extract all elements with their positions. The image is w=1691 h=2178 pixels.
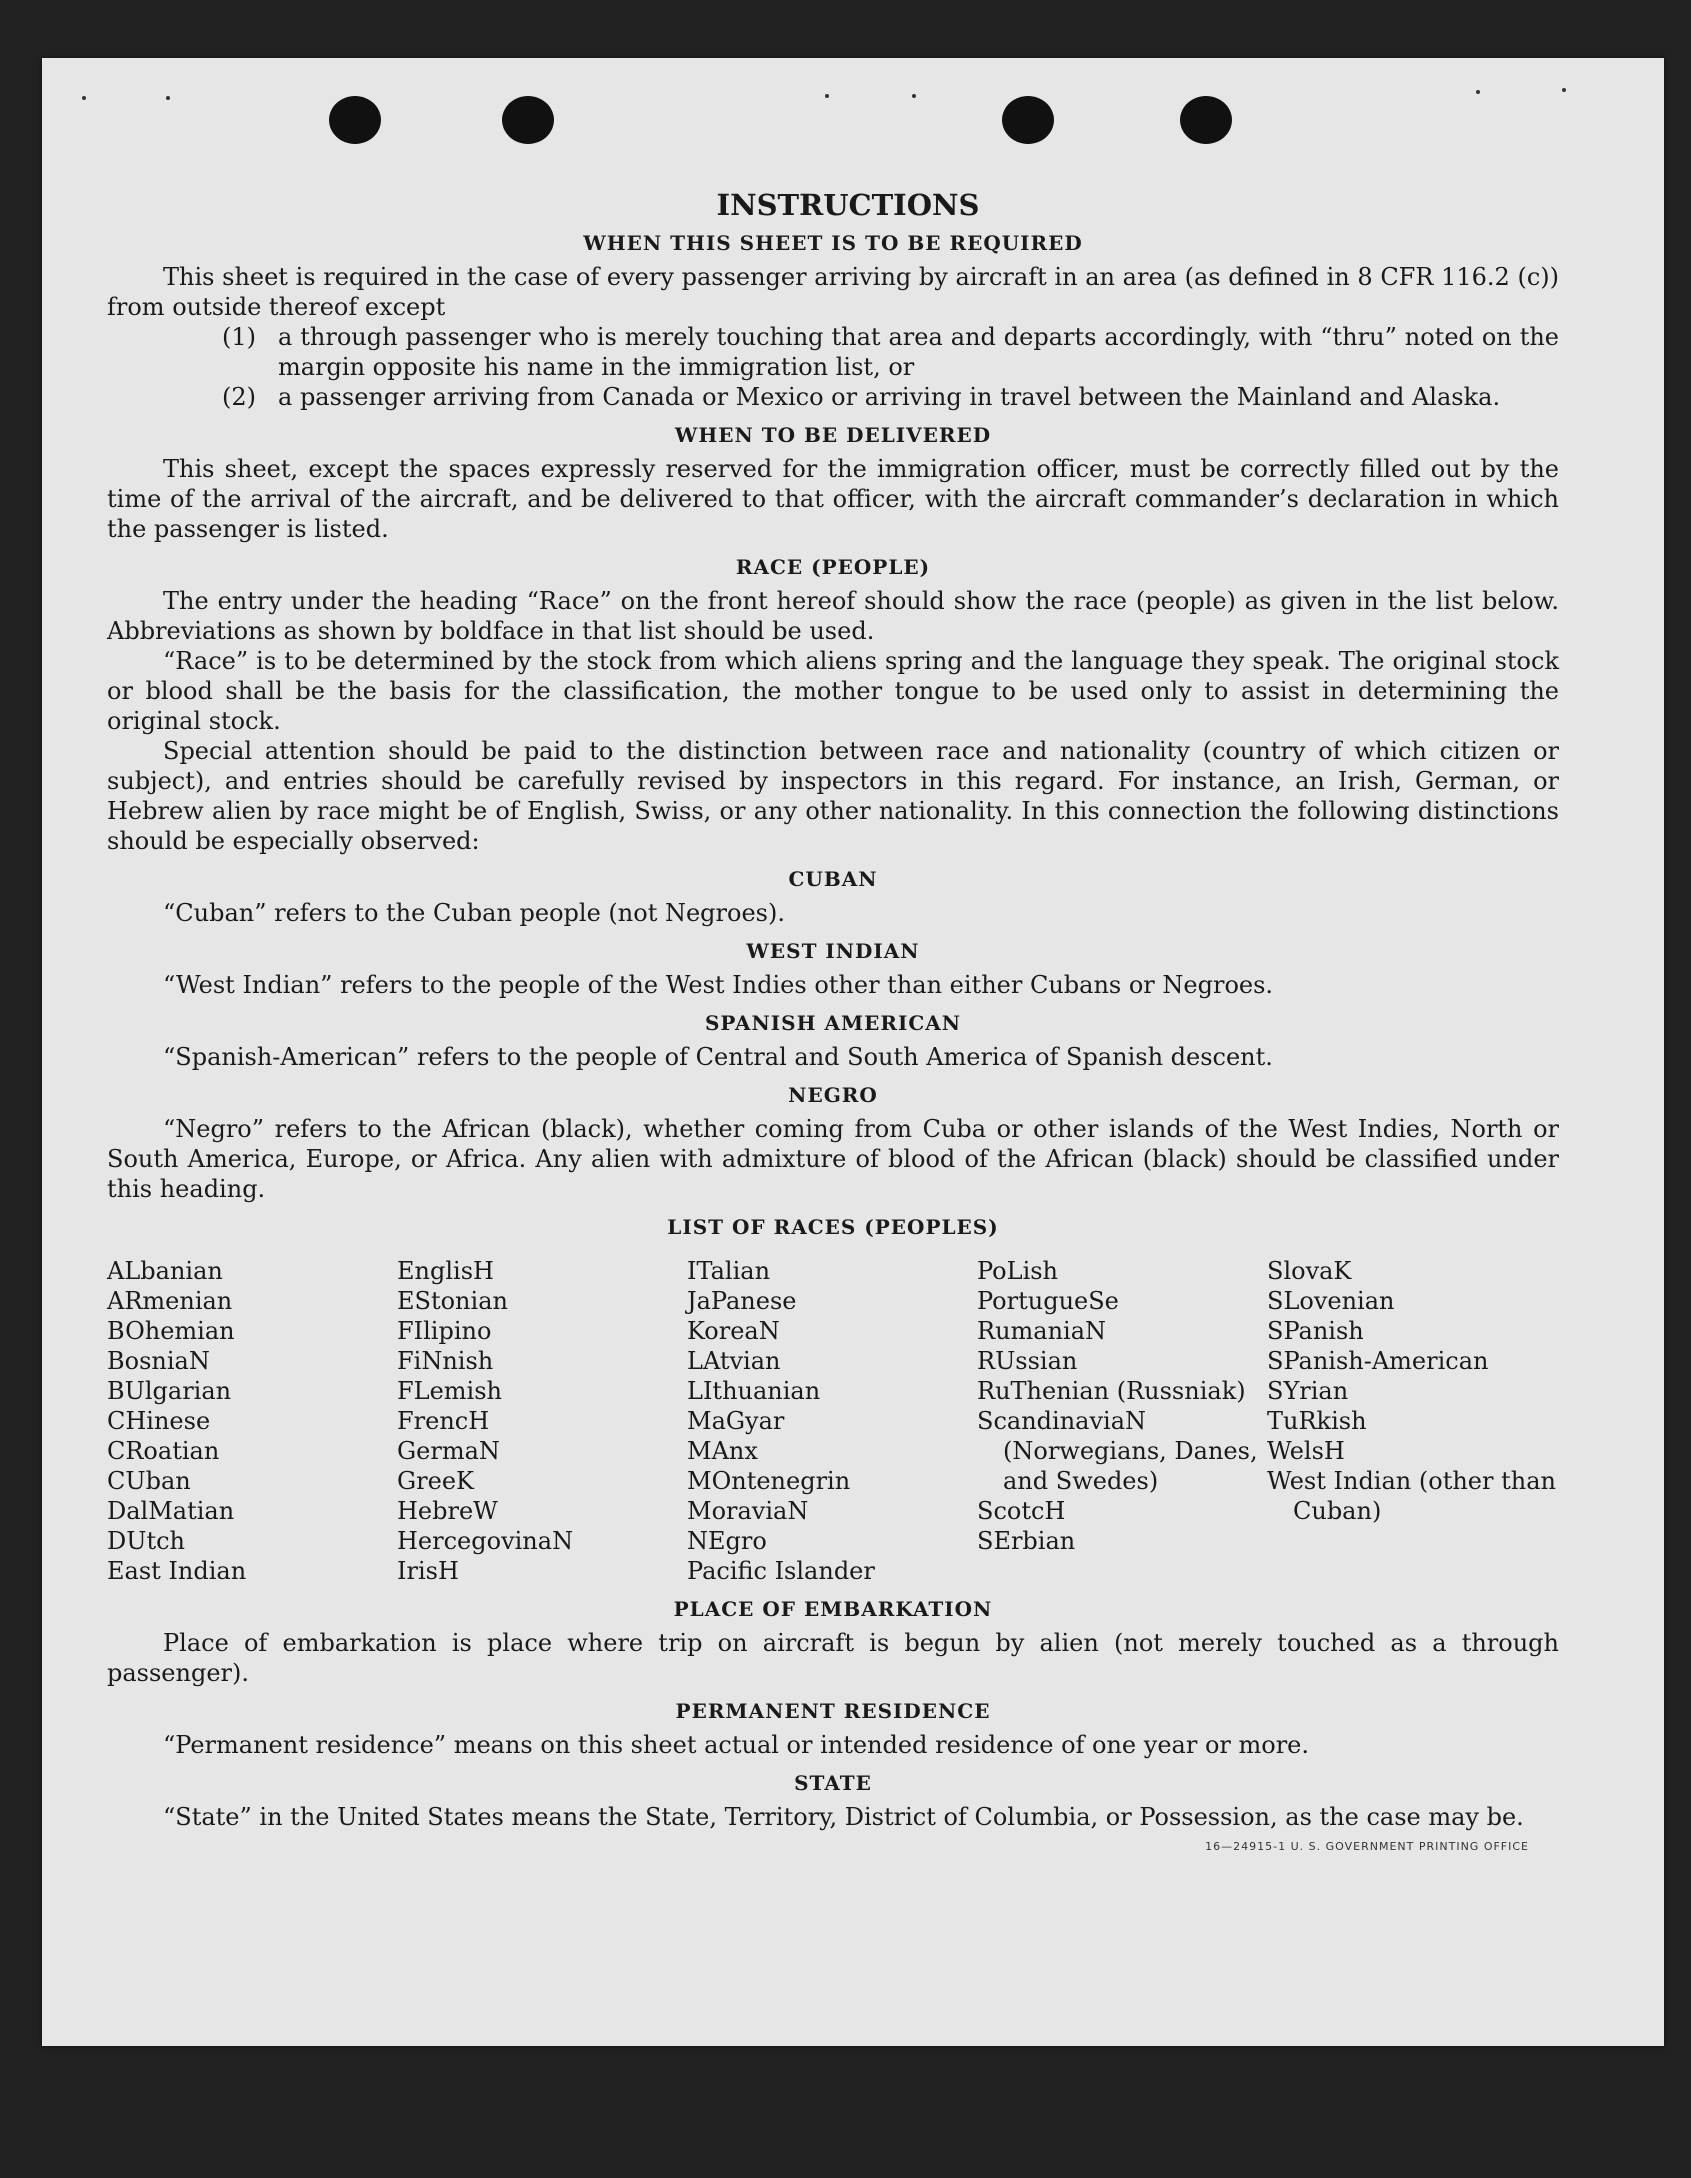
speck [166,96,170,100]
race-item: FIlipino [397,1317,492,1345]
cuban-text: “Cuban” refers to the Cuban people (not Negroes). [163,899,785,927]
races-column [107,1256,397,1586]
race-item: LIthuanian [687,1377,821,1405]
race-item: Pacific Islander [687,1557,875,1585]
page-title: INSTRUCTIONS [716,188,980,222]
race-item: SPanish-American [1267,1347,1489,1375]
race-item: MOntenegrin [687,1467,851,1495]
item-text: a through passenger who is merely touching that area and departs accordingly, with “thru” noted on the margin opposite his name in the immigration list, or [278,323,1559,381]
punch-hole [1180,96,1232,144]
race-item: SPanish [1267,1317,1364,1345]
heading-list-of-races: LIST OF RACES (PEOPLES) [667,1215,999,1239]
speck [912,94,916,98]
required-text: This sheet is required in the case of every passenger arriving by aircraft in an area (as defined in 8 CFR 116.2 (c)) from outside thereof except [107,263,1559,321]
race-item: FLemish [397,1377,502,1405]
footer-row [107,1832,1559,1862]
race-item: ScotcH [977,1497,1066,1525]
race-item: SErbian [977,1527,1076,1555]
heading-state: STATE [794,1771,872,1795]
race-item: FiNnish [397,1347,494,1375]
heading-required: WHEN THIS SHEET IS TO BE REQUIRED [583,231,1083,255]
race-paragraph: “Race” is to be determined by the stock from which aliens spring and the language they speak. The original stock or blood shall be the basis for the classification, the mother tongue to be used only to assist in determining the original stock. [107,647,1559,735]
races-column [687,1256,977,1586]
heading-negro: NEGRO [788,1083,878,1107]
instructions-content [107,190,1559,1862]
punch-hole [329,96,381,144]
race-item: CUban [107,1467,191,1495]
race-item: DUtch [107,1527,186,1555]
race-item: GreeK [397,1467,474,1495]
heading-delivered: WHEN TO BE DELIVERED [674,423,992,447]
race-item: KoreaN [687,1317,780,1345]
race-item: PortugueSe [977,1287,1119,1315]
speck [1476,90,1480,94]
negro-text: “Negro” refers to the African (black), whether coming from Cuba or other islands of the West Indies, North or South America, Europe, or Africa. Any alien with admixture of blood of the African (black) should be classified under this heading. [107,1115,1559,1203]
races-column [1267,1256,1557,1586]
speck [825,94,829,98]
heading-residence: PERMANENT RESIDENCE [675,1699,991,1723]
race-item: PoLish [977,1257,1059,1285]
race-item: EStonian [397,1287,508,1315]
heading-spanish-american: SPANISH AMERICAN [704,1011,962,1035]
exception-item [222,322,1559,382]
race-item: ScandinaviaN (Norwegians, Danes, and Swedes) [977,1407,1258,1495]
item-number: (2) [222,383,256,411]
race-item: BosniaN [107,1347,210,1375]
race-item: ARmenian [107,1287,233,1315]
race-item: BOhemian [107,1317,235,1345]
race-item: TuRkish [1267,1407,1367,1435]
race-item: RuThenian (Russniak) [977,1377,1246,1405]
race-paragraph: Special attention should be paid to the distinction between race and nationality (country of which citizen or subject), and entries should be carefully revised by inspectors in this regard. For instance, an Irish, German, or Hebrew alien by race might be of English, Swiss, or any other nationality. In this connection the following distinctions should be especially observed: [107,737,1559,855]
race-item: WelsH [1267,1437,1345,1465]
residence-text: “Permanent residence” means on this sheet actual or intended residence of one year or more. [163,1731,1309,1759]
race-item: JaPanese [687,1287,797,1315]
race-item: ITalian [687,1257,771,1285]
race-item: FrencH [397,1407,490,1435]
race-paragraph: The entry under the heading “Race” on the front hereof should show the race (people) as given in the list below. Abbreviations as shown by boldface in that list should be used. [107,587,1559,645]
race-item: GermaN [397,1437,500,1465]
race-item: LAtvian [687,1347,781,1375]
embarkation-text: Place of embarkation is place where trip on aircraft is begun by alien (not merely touched as a through passenger). [107,1629,1559,1687]
heading-cuban: CUBAN [788,867,878,891]
exception-item [222,382,1559,412]
printing-office-code: 16—24915-1 U. S. GOVERNMENT PRINTING OFFICE [1205,1840,1529,1853]
race-item: SlovaK [1267,1257,1352,1285]
delivered-text: This sheet, except the spaces expressly reserved for the immigration officer, must be correctly filled out by the time of the arrival of the aircraft, and be delivered to that officer, with the aircraft commander’s declaration in which the passenger is listed. [107,455,1559,543]
item-number: (1) [222,323,256,351]
spanish-american-text: “Spanish-American” refers to the people of Central and South America of Spanish descent. [163,1043,1273,1071]
west-indian-text: “West Indian” refers to the people of the West Indies other than either Cubans or Negroes. [163,971,1274,999]
race-item: EnglisH [397,1257,494,1285]
races-column [977,1256,1267,1586]
item-text: a passenger arriving from Canada or Mexico or arriving in travel between the Mainland and Alaska. [278,383,1501,411]
race-item: CRoatian [107,1437,220,1465]
race-item: East Indian [107,1557,247,1585]
race-item: BUlgarian [107,1377,232,1405]
race-item: West Indian (other than Cuban) [1267,1467,1556,1525]
races-column [397,1256,687,1586]
races-list [107,1256,1559,1586]
race-item: SYrian [1267,1377,1349,1405]
race-item: DalMatian [107,1497,235,1525]
punch-hole [1002,96,1054,144]
race-item: RUssian [977,1347,1078,1375]
race-item: IrisH [397,1557,459,1585]
heading-west-indian: WEST INDIAN [746,939,920,963]
race-item: HebreW [397,1497,498,1525]
race-item: MAnx [687,1437,758,1465]
speck [1562,88,1566,92]
punch-hole [502,96,554,144]
heading-embarkation: PLACE OF EMBARKATION [673,1597,993,1621]
race-item: CHinese [107,1407,211,1435]
document-sheet [42,58,1664,2046]
race-item: MaGyar [687,1407,785,1435]
race-item: HercegovinaN [397,1527,574,1555]
state-text: “State” in the United States means the State, Territory, District of Columbia, or Possession, as the case may be. [163,1803,1524,1831]
heading-race: RACE (PEOPLE) [735,555,931,579]
race-item: ALbanian [107,1257,223,1285]
race-item: NEgro [687,1527,767,1555]
speck [82,96,86,100]
race-item: MoraviaN [687,1497,809,1525]
race-item: SLovenian [1267,1287,1395,1315]
race-item: RumaniaN [977,1317,1107,1345]
